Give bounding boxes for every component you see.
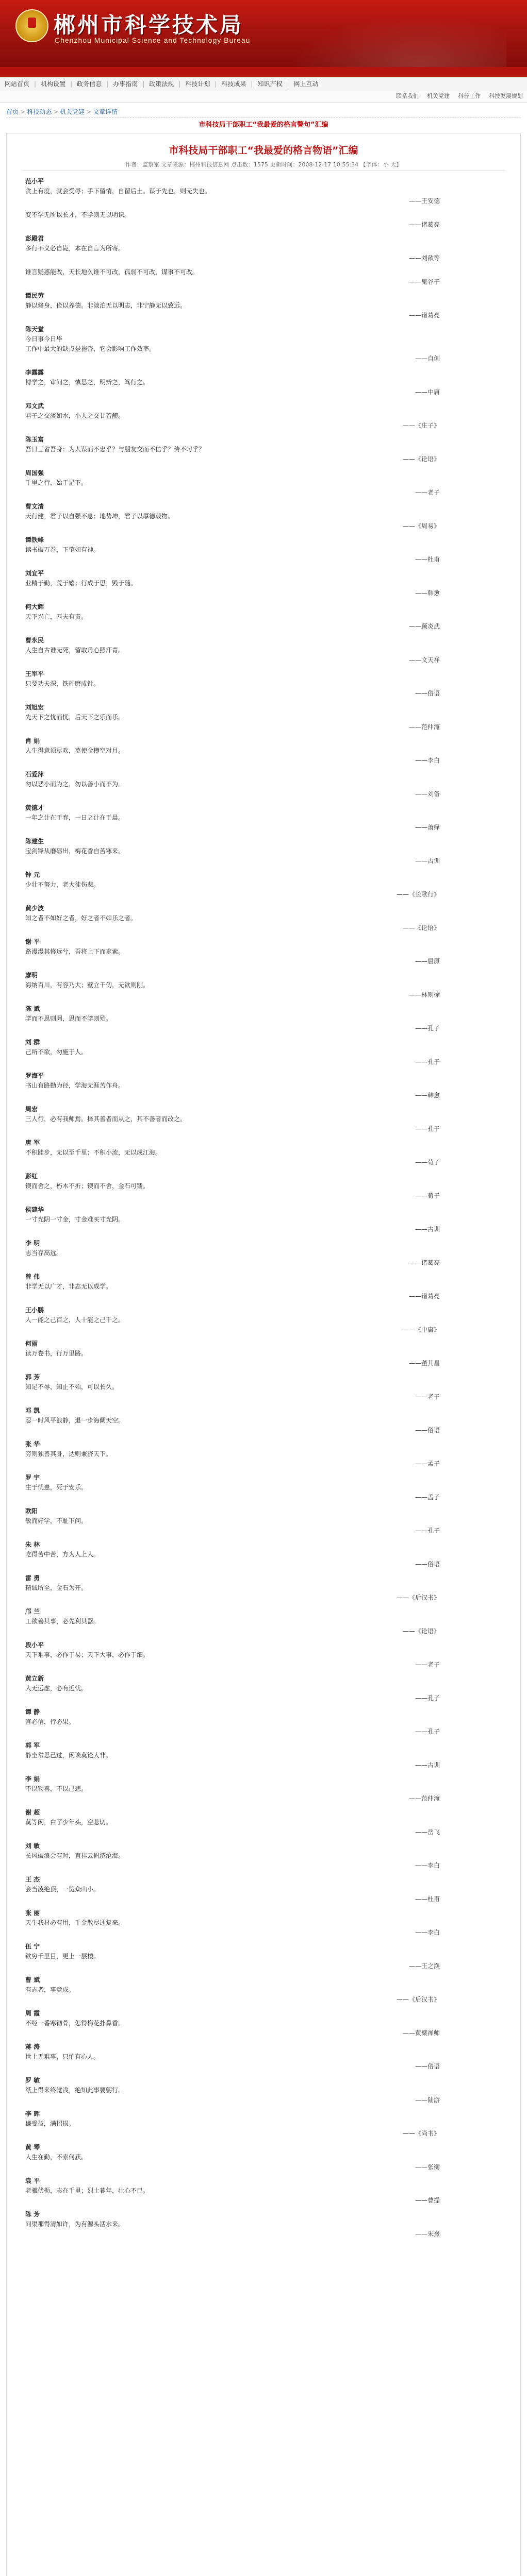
header-band: [0, 67, 527, 77]
nav-item-4[interactable]: 政策法规: [149, 80, 174, 88]
quote-entry: [25, 770, 502, 799]
entry-author: 伍 宁: [25, 1943, 40, 1950]
site-header: [0, 0, 527, 77]
quote-entry: [25, 1372, 502, 1402]
entry-quote: 知足不辱，知止不殆，可以长久。: [25, 1383, 119, 1391]
sub-nav: [0, 91, 527, 103]
entry-author: 黄 琴: [25, 2144, 40, 2151]
entry-author: 范小平: [25, 178, 44, 185]
entry-quote: 吾日三省吾身：为人谋而不忠乎？与朋友交而不信乎？传不习乎？: [25, 446, 205, 453]
site-title: 郴州市科学技术局: [54, 12, 244, 38]
entry-source: ——老子: [415, 489, 440, 496]
entry-quote: 穷则独善其身，达则兼济天下。: [25, 1450, 112, 1458]
quote-entry: [25, 736, 502, 766]
entry-source: ——文天祥: [408, 656, 440, 664]
entry-quote: 先天下之忧而忧，后天下之乐而乐。: [25, 714, 125, 721]
quote-entry: [25, 1473, 502, 1502]
quote-entry: [25, 1942, 502, 1971]
entry-author: 朱 林: [25, 1541, 40, 1548]
subnav-item-3[interactable]: 联系我们: [396, 93, 419, 99]
breadcrumb-separator: >: [86, 108, 92, 115]
nav-separator: |: [178, 80, 181, 88]
entry-quote: 生于忧患，死于安乐。: [25, 1484, 88, 1491]
article-meta: 作者：监察室 文章来源：郴州科技信息网 点击数：1575 更新时间：2008-12-17 10:55:34 【字体：小 大】: [125, 161, 402, 168]
entry-author: 曹永民: [25, 637, 44, 644]
entry-quote: 业精于勤，荒于嬉；行成于思，毁于随。: [25, 580, 137, 587]
quote-entry: [25, 1875, 502, 1904]
entry-source: ——《庄子》: [402, 422, 440, 429]
entry-quote: 天下兴亡，匹夫有责。: [25, 613, 88, 620]
entry-author: 罗 敏: [25, 2077, 40, 2084]
entry-author: 罗海平: [25, 1072, 44, 1079]
entry-author: 陈 芳: [25, 2211, 40, 2218]
entry-quote: 欲穷千里目，更上一层楼。: [25, 1953, 100, 1960]
entry-quote: 读万卷书，行万里路。: [25, 1350, 88, 1357]
quote-entry: [25, 1272, 502, 1301]
quote-entry: [25, 636, 502, 665]
quote-entry: [25, 837, 502, 866]
quote-entry: [25, 1975, 502, 2005]
quote-entry: [25, 1506, 502, 1536]
nav-item-3[interactable]: 办事指南: [113, 80, 138, 88]
entry-author: 曾 伟: [25, 1273, 40, 1280]
quote-entry: [25, 1004, 502, 1033]
breadcrumb: [6, 106, 521, 118]
entry-author: 黄少波: [25, 905, 44, 912]
quote-entry: [25, 2210, 502, 2239]
entry-author: 廖明: [25, 972, 38, 979]
entry-source: ——韩愈: [415, 1092, 440, 1099]
entry-author: 段小平: [25, 1641, 44, 1649]
entry-source: ——诸葛亮: [408, 1259, 440, 1266]
entry-source: ——俗语: [415, 690, 440, 697]
quote-entry: [25, 535, 502, 565]
entry-author: 欧阳: [25, 1507, 38, 1515]
entry-source: ——屈原: [415, 958, 440, 965]
entry-source: ——林则徐: [408, 991, 440, 998]
entry-quote: 人生在勤，不索何获。: [25, 2154, 88, 2161]
entry-quote: 人无远虑，必有近忧。: [25, 1685, 88, 1692]
content-area: [0, 133, 527, 2576]
entry-quote: 志当存高远。: [25, 1249, 63, 1257]
entry-source: ——王安德: [408, 197, 440, 205]
quote-entry: [25, 1774, 502, 1804]
entry-source: ——张衡: [415, 2163, 440, 2171]
entry-source: ——李白: [415, 757, 440, 764]
breadcrumb-separator: >: [53, 108, 59, 115]
entry-quote: 人生自古谁无死，留取丹心照汗青。: [25, 647, 125, 654]
entry-author: 李 晖: [25, 2110, 40, 2117]
site-subtitle: Chenzhou Municipal Science and Technology Bureau: [55, 36, 251, 44]
entry-source: ——古训: [415, 857, 440, 865]
quote-entry: [25, 870, 502, 900]
entry-author: 邓 凯: [25, 1407, 40, 1414]
entry-quote: 不积跬步，无以至千里；不积小流，无以成江海。: [25, 1149, 162, 1156]
entry-quote: 非学无以广才，非志无以成学。: [25, 1283, 112, 1290]
entry-source: ——《长歌行》: [396, 891, 440, 898]
entry-quote: 人生得意须尽欢，莫使金樽空对月。: [25, 747, 125, 754]
subnav-item-2[interactable]: 机关党建: [427, 93, 450, 99]
entry-source: ——《周易》: [402, 522, 440, 530]
quote-entry: [25, 1707, 502, 1737]
entry-quote: 纸上得来终觉浅，绝知此事要躬行。: [25, 2087, 125, 2094]
entry-author: 彭殿君: [25, 235, 44, 242]
nav-item-8[interactable]: 网上互动: [293, 80, 319, 88]
entry-source: ——荀子: [415, 1159, 440, 1166]
quote-entry: [25, 2009, 502, 2038]
entry-quote: 变不学无所以长才，不学则无以明识。: [25, 211, 131, 218]
quote-entry: [25, 2076, 502, 2105]
quote-entry: [25, 971, 502, 1000]
quote-entry: [25, 1105, 502, 1134]
entry-quote: 天生我材必有用，千金散尽还复来。: [25, 1919, 125, 1926]
entry-author: 周 霞: [25, 2010, 40, 2017]
entry-source: ——荀子: [415, 1192, 440, 1199]
entry-author: 黄德才: [25, 804, 44, 811]
entry-source: ——《论语》: [402, 1628, 440, 1635]
entry-author: 石爱萍: [25, 771, 44, 778]
entry-quote: 学而不思则罔，思而不学则殆。: [25, 1015, 112, 1022]
entry-author: 郭 军: [25, 1742, 40, 1749]
entry-source: ——刘备: [415, 790, 440, 798]
entry-author: 彭红: [25, 1173, 38, 1180]
entry-source: ——朱熹: [415, 2230, 440, 2238]
entry-author: 刘旭宏: [25, 704, 44, 711]
entry-quote: 一寸光阴一寸金，寸金难买寸光阴。: [25, 1216, 125, 1223]
quote-entry: [25, 1306, 502, 1335]
entry-source: ——顾炎武: [408, 623, 440, 630]
quote-entry: [25, 1239, 502, 1268]
entry-quote: 千里之行，始于足下。: [25, 479, 88, 486]
quote-entry: [25, 502, 502, 531]
entry-source: ——孟子: [415, 1460, 440, 1467]
quote-entry: [25, 267, 502, 287]
entry-quote: 老骥伏枥，志在千里；烈士暮年，壮心不已。: [25, 2187, 150, 2194]
nav-separator: |: [215, 80, 217, 88]
entry-author: 肖 娟: [25, 737, 40, 744]
entry-author: 邝 兰: [25, 1608, 40, 1615]
entry-quote: 海纳百川，有容乃大；壁立千仞，无欲则刚。: [25, 981, 150, 989]
main-nav: [0, 77, 527, 91]
entry-quote: 静坐常思己过，闲谈莫论人非。: [25, 1752, 112, 1759]
entry-source: ——《论语》: [402, 924, 440, 931]
quote-entry: [25, 937, 502, 967]
quote-entry: [25, 368, 502, 397]
entry-source: ——《中庸》: [402, 1326, 440, 1333]
entry-quote: 世上无难事，只怕有心人。: [25, 2053, 100, 2060]
entry-source: ——《论语》: [402, 455, 440, 463]
nav-separator: |: [106, 80, 109, 88]
entry-source: ——古训: [415, 1226, 440, 1233]
entry-quote: 忍一时风平浪静，退一步海阔天空。: [25, 1417, 125, 1424]
entry-source: ——《尚书》: [402, 2130, 440, 2137]
entry-author: 谭 静: [25, 1708, 40, 1716]
entry-source: ——范仲淹: [408, 723, 440, 731]
entry-quote: 书山有路勤为径，学海无涯苦作舟。: [25, 1082, 125, 1089]
quote-entry: [25, 703, 502, 732]
entry-author: 唐 军: [25, 1139, 40, 1146]
entry-author: 钟 元: [25, 871, 40, 878]
entry-author: 郭 芳: [25, 1374, 40, 1381]
entry-quote: 长风破浪会有时，直挂云帆济沧海。: [25, 1852, 125, 1859]
breadcrumb-separator: >: [20, 108, 26, 115]
entry-source: ——刘歆等: [408, 255, 440, 262]
entry-quote: 贪上有度，就会受辱；手下留情，自留后土。谋于先也，则无失也。: [25, 188, 211, 195]
quote-entry: [25, 1640, 502, 1670]
entry-author: 陈 斌: [25, 1005, 40, 1012]
entry-author: 侯建华: [25, 1206, 44, 1213]
entry-source: ——《后汉书》: [396, 1594, 440, 1601]
quote-entry: [25, 1071, 502, 1100]
entry-source: ——韩愈: [415, 589, 440, 597]
entry-quote: 三人行，必有我师焉。择其善者而从之，其不善者而改之。: [25, 1115, 187, 1123]
entry-source: ——岳飞: [415, 1828, 440, 1836]
entry-source: ——俗语: [415, 2063, 440, 2070]
quote-entry: [25, 2109, 502, 2139]
nav-item-0[interactable]: 网站首页: [5, 80, 30, 88]
entry-source: ——曹操: [415, 2197, 440, 2204]
entry-source: ——老子: [415, 1661, 440, 1668]
quote-entry: [25, 1439, 502, 1469]
entry-author: 李露露: [25, 369, 44, 376]
breadcrumb-item-2[interactable]: 机关党建: [60, 108, 85, 115]
entry-source: ——陆游: [415, 2096, 440, 2104]
header-decoration: [290, 15, 506, 67]
entry-source: ——俗语: [415, 1427, 440, 1434]
entry-author: 刘 敏: [25, 1842, 40, 1850]
entry-source: ——孔子: [415, 1694, 440, 1702]
entry-quote: 人一能之己百之，人十能之己千之。: [25, 1316, 125, 1324]
entry-author: 陈建生: [25, 838, 44, 845]
entry-source: ——诸葛亮: [408, 1293, 440, 1300]
entry-author: 谭铁峰: [25, 536, 44, 544]
entry-source: ——诸葛亮: [408, 221, 440, 228]
quote-entry: [25, 1172, 502, 1201]
entry-quote: 不经一番寒彻骨，怎得梅花扑鼻香。: [25, 2020, 125, 2027]
entry-author: 王军平: [25, 670, 44, 677]
nav-item-5[interactable]: 科技计划: [185, 80, 210, 88]
entry-quote: 多行不义必自毙，本在自言为所寄。: [25, 245, 125, 252]
entry-quote: 宝剑锋从磨砺出，梅花香自苦寒来。: [25, 848, 125, 855]
quote-entry: [25, 234, 502, 263]
entry-author: 黄立新: [25, 1675, 44, 1682]
entry-source: ——《后汉书》: [396, 1996, 440, 2003]
quote-entry: [25, 1406, 502, 1435]
entry-quote: 谦受益，满招损。: [25, 2120, 75, 2127]
entry-quote: 锲而舍之，朽木不折；锲而不舍，金石可镂。: [25, 1182, 150, 1190]
entry-quote: 言必信，行必果。: [25, 1718, 75, 1725]
quote-entry: [25, 1808, 502, 1837]
quote-entry: [25, 1674, 502, 1703]
entry-author: 曹文清: [25, 503, 44, 510]
entry-source: ——杜甫: [415, 556, 440, 563]
entry-quote: 己所不欲，勿施于人。: [25, 1048, 88, 1056]
quote-entry: [25, 435, 502, 464]
entry-source: ——自创: [415, 355, 440, 362]
quote-entry: [25, 1841, 502, 1871]
entry-quote: 一年之计在于春，一日之计在于晨。: [25, 814, 125, 821]
quote-entry: [25, 1607, 502, 1636]
entry-source: ——俗语: [415, 1561, 440, 1568]
article-frame: [6, 133, 521, 2576]
entry-source: ——孔子: [415, 1728, 440, 1735]
entry-quote: 工欲善其事，必先利其器。: [25, 1618, 100, 1625]
entry-quote: 只要功夫深，铁杵磨成针。: [25, 680, 100, 687]
entry-source: ——孔子: [415, 1058, 440, 1065]
entry-author: 雷 勇: [25, 1574, 40, 1582]
entry-author: 李 娟: [25, 1775, 40, 1783]
quote-entry: [25, 904, 502, 933]
emblem-icon: [15, 9, 48, 42]
subnav-item-0[interactable]: 科技发展规划: [489, 93, 523, 99]
entry-author: 蒋 涛: [25, 2043, 40, 2050]
quote-entry: [25, 1908, 502, 1938]
entry-author: 何大辉: [25, 603, 44, 611]
entry-source: ——王之涣: [408, 1962, 440, 1970]
entry-author: 王 杰: [25, 1876, 40, 1883]
entry-author: 曹 斌: [25, 1976, 40, 1984]
entry-source: ——孔子: [415, 1025, 440, 1032]
entry-author: 谢 平: [25, 938, 40, 945]
entry-source: ——孔子: [415, 1527, 440, 1534]
article-body: [25, 177, 502, 2243]
nav-separator: |: [251, 80, 253, 88]
entry-author: 袁 平: [25, 2177, 40, 2184]
entry-quote: 有志者，事竟成。: [25, 1986, 75, 1993]
quote-entry: [25, 1138, 502, 1167]
quote-entry: [25, 2176, 502, 2206]
entry-quote: 勿以恶小而为之，勿以善小而不为。: [25, 781, 125, 788]
entry-source: ——萧绎: [415, 824, 440, 831]
breadcrumb-item-0[interactable]: 首页: [6, 108, 19, 115]
entry-author: 陈天堂: [25, 326, 44, 333]
quote-entry: [25, 803, 502, 833]
entry-author: 刘宜平: [25, 570, 44, 577]
entry-source: ——鬼谷子: [408, 278, 440, 285]
entry-source: ——诸葛亮: [408, 312, 440, 319]
entry-quote: 谁言疑惑能改，天长地久谁不可改，孤弱不可改，谋事不可改。: [25, 268, 199, 276]
entry-author: 邓文武: [25, 402, 44, 410]
nav-item-6[interactable]: 科技成果: [221, 80, 246, 88]
quote-entry: [25, 468, 502, 498]
entry-quote: 不以物喜，不以己悲。: [25, 1785, 88, 1792]
nav-item-1[interactable]: 机构设置: [41, 80, 66, 88]
notice-banner: 市科技局干部职工“我最爱的格言警句”汇编: [199, 121, 328, 129]
entry-quote: 今日事今日毕 工作中最大的缺点是拖沓，它会影响工作效率。: [25, 335, 156, 352]
entry-quote: 静以修身，俭以养德。非淡泊无以明志，非宁静无以致远。: [25, 302, 187, 309]
entry-author: 周宏: [25, 1106, 38, 1113]
entry-source: ——老子: [415, 1393, 440, 1400]
quote-entry: [25, 2143, 502, 2172]
entry-quote: 博学之，审问之，慎思之，明辨之，笃行之。: [25, 379, 150, 386]
entry-author: 罗 宇: [25, 1474, 40, 1481]
entry-author: 李 明: [25, 1240, 40, 1247]
quote-entry: [25, 1540, 502, 1569]
entry-quote: 君子之交淡如水，小人之交甘若醴。: [25, 412, 125, 419]
breadcrumb-item-3: 文章详情: [93, 108, 118, 115]
quote-entry: [25, 325, 502, 364]
breadcrumb-item-1[interactable]: 科技动态: [27, 108, 52, 115]
entry-author: 刘 群: [25, 1039, 40, 1046]
entry-source: ——黄檗禅师: [402, 2029, 440, 2037]
entry-author: 陈玉富: [25, 436, 44, 443]
quote-entry: [25, 1573, 502, 1603]
quote-entry: [25, 177, 502, 206]
nav-separator: |: [287, 80, 289, 88]
entry-source: ——李白: [415, 1929, 440, 1936]
entry-author: 何丽: [25, 1340, 38, 1347]
entry-quote: 敏而好学，不耻下问。: [25, 1517, 88, 1524]
quote-entry: [25, 569, 502, 598]
entry-source: ——古训: [415, 1761, 440, 1769]
entry-quote: 路漫漫其修远兮，吾将上下而求索。: [25, 948, 125, 955]
entry-quote: 天行健，君子以自强不息；地势坤，君子以厚德载物。: [25, 513, 174, 520]
entry-author: 张 丽: [25, 1909, 40, 1917]
quote-entry: [25, 1339, 502, 1368]
quote-entry: [25, 1741, 502, 1770]
quote-entry: [25, 1038, 502, 1067]
entry-author: 王小鹏: [25, 1307, 44, 1314]
entry-source: ——李白: [415, 1862, 440, 1869]
entry-quote: 知之者不如好之者，好之者不如乐之者。: [25, 914, 137, 922]
article-title: 市科技局干部职工“我最爱的格言物语”汇编: [169, 145, 358, 156]
entry-quote: 问渠那得清如许，为有源头活水来。: [25, 2221, 125, 2228]
quote-entry: [25, 669, 502, 699]
entry-source: ——杜甫: [415, 1895, 440, 1903]
quote-entry: [25, 210, 502, 230]
subnav-item-1[interactable]: 科普工作: [458, 93, 481, 99]
nav-separator: |: [34, 80, 37, 88]
entry-source: ——孟子: [415, 1494, 440, 1501]
entry-quote: 天下难事，必作于易；天下大事，必作于细。: [25, 1651, 150, 1658]
entry-quote: 精诚所至，金石为开。: [25, 1584, 88, 1591]
quote-entry: [25, 2042, 502, 2072]
quote-entry: [25, 1205, 502, 1234]
entry-author: 谢 超: [25, 1809, 40, 1816]
nav-separator: |: [70, 80, 73, 88]
entry-author: 张 华: [25, 1440, 40, 1448]
entry-quote: 会当凌绝顶，一览众山小。: [25, 1886, 100, 1893]
entry-quote: 莫等闲，白了少年头，空悲切。: [25, 1819, 112, 1826]
entry-author: 周国强: [25, 469, 44, 477]
entry-source: ——董其昌: [408, 1360, 440, 1367]
nav-item-7[interactable]: 知识产权: [257, 80, 283, 88]
entry-quote: 读书破万卷，下笔如有神。: [25, 546, 100, 553]
nav-item-2[interactable]: 政务信息: [77, 80, 102, 88]
entry-source: ——中庸: [415, 388, 440, 396]
quote-entry: [25, 401, 502, 431]
entry-quote: 少壮不努力，老大徒伤悲。: [25, 881, 100, 888]
entry-source: ——孔子: [415, 1125, 440, 1132]
entry-quote: 吃得苦中苦，方为人上人。: [25, 1551, 100, 1558]
quote-entry: [25, 291, 502, 320]
quote-entry: [25, 602, 502, 632]
nav-separator: |: [142, 80, 145, 88]
entry-author: 谭民劳: [25, 292, 44, 299]
entry-source: ——范仲淹: [408, 1795, 440, 1802]
